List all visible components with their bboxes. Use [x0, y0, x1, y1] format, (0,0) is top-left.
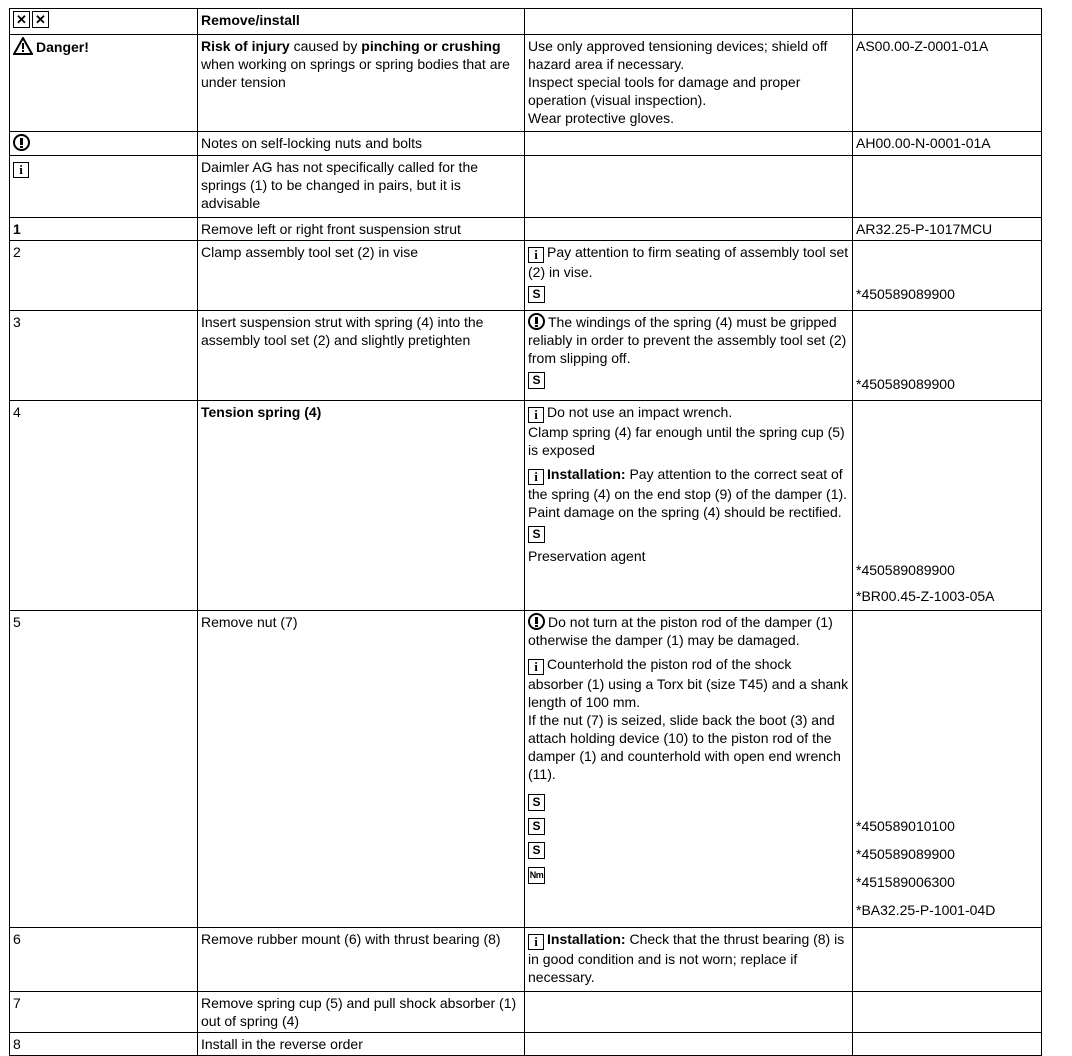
- special-tool-icon: S: [528, 526, 545, 543]
- step-number: 1: [10, 218, 198, 241]
- step-number: 6: [10, 928, 198, 992]
- info-text: Daimler AG has not specifically called for the springs (1) to be changed in pairs, but it is advisable: [198, 156, 525, 218]
- note-icon: [528, 313, 545, 330]
- torque-icon: Nm: [528, 867, 545, 884]
- agent-ref: *BR00.45-Z-1003-05A: [856, 588, 995, 604]
- step-action: Tension spring (4): [198, 401, 525, 611]
- step-action: Remove left or right front suspension strut: [198, 218, 525, 241]
- tool-ref: *451589006300: [856, 874, 955, 890]
- step-number: 8: [10, 1033, 198, 1056]
- step-number: 7: [10, 992, 198, 1033]
- step-number: 3: [10, 311, 198, 401]
- step-note: The windings of the spring (4) must be gripped reliably in order to prevent the assembly tool set (2) from slipping off.: [528, 314, 847, 366]
- notes-text: Notes on self-locking nuts and bolts: [198, 132, 525, 156]
- table-row: [10, 311, 1042, 401]
- step-action: Insert suspension strut with spring (4) into the assembly tool set (2) and slightly pretighten: [198, 311, 525, 401]
- tool-ref: *450589089900: [856, 286, 955, 302]
- tool-ref: *450589010100: [856, 818, 955, 834]
- remove-install-icon: [13, 11, 30, 28]
- step-action: Remove spring cup (5) and pull shock absorber (1) out of spring (4): [198, 992, 525, 1033]
- info-icon: i: [528, 934, 544, 950]
- table-row: [10, 218, 1042, 241]
- step-action: Remove nut (7): [198, 611, 525, 928]
- danger-ref: AS00.00-Z-0001-01A: [853, 35, 1042, 132]
- step-number: 5: [10, 611, 198, 928]
- step-number: 4: [10, 401, 198, 611]
- warning-triangle-icon: [13, 37, 33, 55]
- special-tool-icon: S: [528, 818, 545, 835]
- step-action: Install in the reverse order: [198, 1033, 525, 1056]
- section-title: Remove/install: [198, 9, 525, 35]
- danger-measures: Use only approved tensioning devices; shield off hazard area if necessary. Inspect special tools for damage and proper operation (visual inspection). Wear protective gloves.: [525, 35, 853, 132]
- procedure-table: [9, 8, 1042, 1056]
- table-row: [10, 992, 1042, 1033]
- notes-ref: AH00.00-N-0001-01A: [853, 132, 1042, 156]
- special-tool-icon: S: [528, 794, 545, 811]
- table-row: [10, 1033, 1042, 1056]
- remove-install-icon: [32, 11, 49, 28]
- table-row: 4 Tension spring (4) i Do not use an impact wrench. Clamp spring (4) far enough until the spring cup (5) is exposed i Installation: Pay attention to the correct seat of the spring (4) on the end stop (9) of the damper (1). Paint damage on the spring (4) should be rectified. S Preservation agent *450589089900 *BR00.45-Z-1003-05A: [10, 401, 1042, 611]
- note-icon: [13, 134, 30, 151]
- special-tool-icon: S: [528, 286, 545, 303]
- info-icon: i: [528, 659, 544, 675]
- special-tool-icon: S: [528, 372, 545, 389]
- table-row: [10, 241, 1042, 311]
- table-row: 6 Remove rubber mount (6) with thrust bearing (8) i Installation: Check that the thrust bearing (8) is in good condition and is not worn; replace if necessary.: [10, 928, 1042, 992]
- torque-ref: *BA32.25-P-1001-04D: [856, 902, 996, 918]
- tool-ref: *450589089900: [856, 376, 955, 392]
- table-row: 5 Remove nut (7) Do not turn at the piston rod of the damper (1) otherwise the damper (1) may be damaged. i Counterhold the piston rod of the shock absorber (1) using a Torx bit (size T45) and a shank length of 100 mm. If the nut (7) is seized, slide back the boot (3) and attach holding device (10) to the piston rod of the damper (1) and counterhold with open end wrench (11). S S S Nm *450589010100 *450589089900 *451589006300 *BA32.25-P-1001-04D: [10, 611, 1042, 928]
- tool-ref: *450589089900: [856, 846, 955, 862]
- step-action: Clamp assembly tool set (2) in vise: [198, 241, 525, 311]
- agent-label: Preservation agent: [528, 548, 646, 564]
- table-row-danger: [10, 35, 1042, 132]
- special-tool-icon: S: [528, 842, 545, 859]
- danger-risk: Risk of injury caused by pinching or crushing when working on springs or spring bodies that are under tension: [198, 35, 525, 132]
- note-icon: [528, 613, 545, 630]
- danger-label: Danger!: [36, 39, 89, 55]
- step-number: 2: [10, 241, 198, 311]
- info-icon: i: [528, 469, 544, 485]
- step-action: Remove rubber mount (6) with thrust bearing (8): [198, 928, 525, 992]
- table-row-header: [10, 9, 1042, 35]
- table-row-info: [10, 156, 1042, 218]
- table-row-notes: [10, 132, 1042, 156]
- tool-ref: *450589089900: [856, 562, 955, 578]
- step-ref: AR32.25-P-1017MCU: [853, 218, 1042, 241]
- info-icon: i: [13, 162, 29, 178]
- info-icon: i: [528, 407, 544, 423]
- info-icon: i: [528, 247, 544, 263]
- step-info: Pay attention to firm seating of assembly tool set (2) in vise.: [528, 244, 849, 280]
